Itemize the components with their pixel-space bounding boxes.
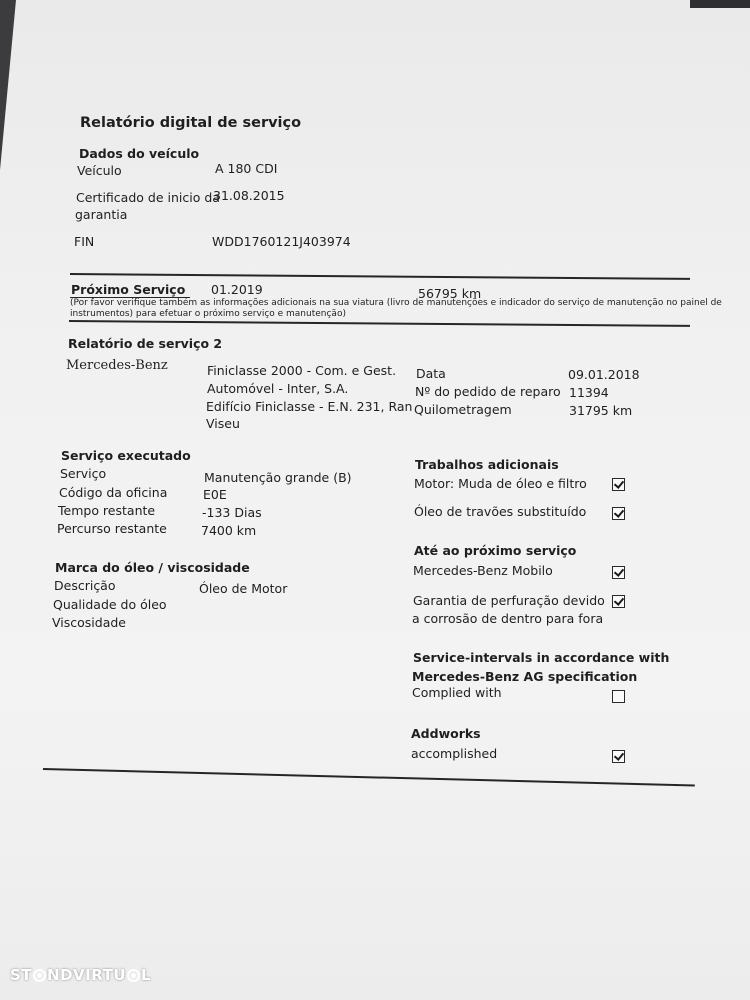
service-done-heading: Serviço executado <box>61 448 191 463</box>
additional-work-item2-label: Óleo de travões substituído <box>414 504 587 519</box>
oil-description-value: Óleo de Motor <box>199 581 288 596</box>
vehicle-section-heading: Dados do veículo <box>79 146 200 161</box>
standvirtual-watermark: ST NDVIRTU L <box>10 966 152 984</box>
next-service-km: 56795 km <box>418 286 482 301</box>
warranty-label-line1: Certificado de inicio da <box>76 190 220 205</box>
next-service-note-line2: instrumentos) para efetuar o próximo serviço e manutenção) <box>70 309 346 319</box>
addworks-heading: Addworks <box>411 726 481 741</box>
vehicle-label: Veículo <box>77 163 122 178</box>
next-service-label: Próximo Serviço <box>71 282 186 297</box>
dealer-line4: Viseu <box>206 416 240 431</box>
fin-label: FIN <box>74 234 95 249</box>
distance-remaining-value: 7400 km <box>201 523 257 538</box>
corrosion-warranty-line2: a corrosão de dentro para fora <box>412 611 604 626</box>
next-service-note-line1: (Por favor verifique também as informações adicionais na sua viatura (livro de manutenções e indicador do serviço de manutenção no painel de <box>70 298 722 308</box>
date-value: 09.01.2018 <box>568 367 640 382</box>
intervals-heading-line2: Mercedes-Benz AG specification <box>412 669 638 684</box>
intervals-heading-line1: Service-intervals in accordance with <box>413 650 670 665</box>
accomplished-checkbox <box>612 750 625 763</box>
additional-work-item2-checkbox <box>612 507 625 520</box>
oil-quality-label: Qualidade do óleo <box>53 597 167 612</box>
workshop-code-value: E0E <box>203 487 227 502</box>
dealer-line1: Finiclasse 2000 - Com. e Gest. <box>207 363 397 378</box>
vehicle-value: A 180 CDI <box>215 161 278 176</box>
corrosion-warranty-checkbox <box>612 595 625 608</box>
mileage-label: Quilometragem <box>414 402 512 417</box>
complied-with-checkbox <box>612 690 625 703</box>
time-remaining-label: Tempo restante <box>58 503 156 518</box>
accomplished-label: accomplished <box>411 746 498 761</box>
time-remaining-value: -133 Dias <box>202 505 262 520</box>
until-next-heading: Até ao próximo serviço <box>414 543 577 558</box>
service-value: Manutenção grande (B) <box>204 470 352 485</box>
workshop-code-label: Código da oficina <box>59 485 168 500</box>
additional-work-item1-checkbox <box>612 478 625 491</box>
warranty-label-line2: garantia <box>75 207 128 222</box>
oil-heading: Marca do óleo / viscosidade <box>55 560 250 575</box>
oil-description-label: Descrição <box>54 578 116 593</box>
mercedes-benz-logo-text: Mercedes-Benz <box>66 358 168 373</box>
order-number-value: 11394 <box>569 385 609 400</box>
distance-remaining-label: Percurso restante <box>57 521 167 536</box>
additional-work-heading: Trabalhos adicionais <box>415 457 559 472</box>
next-service-date: 01.2019 <box>211 282 263 297</box>
complied-with-label: Complied with <box>412 685 502 700</box>
service-label: Serviço <box>60 466 107 481</box>
report2-heading: Relatório de serviço 2 <box>68 336 223 351</box>
order-number-label: Nº do pedido de reparo <box>415 384 561 399</box>
mileage-value: 31795 km <box>569 403 633 418</box>
report-title: Relatório digital de serviço <box>80 115 302 131</box>
dealer-line3: Edifício Finiclasse - E.N. 231, Ran <box>206 399 413 414</box>
corrosion-warranty-line1: Garantia de perfuração devido <box>413 593 605 608</box>
mobilo-label: Mercedes-Benz Mobilo <box>413 563 553 578</box>
warranty-value: 31.08.2015 <box>213 188 285 203</box>
dealer-line2: Automóvel - Inter, S.A. <box>207 381 349 396</box>
additional-work-item1-label: Motor: Muda de óleo e filtro <box>414 476 587 491</box>
mobilo-checkbox <box>612 566 625 579</box>
date-label: Data <box>416 366 446 381</box>
background-corner <box>690 0 750 8</box>
oil-viscosity-label: Viscosidade <box>52 615 126 630</box>
fin-value: WDD1760121J403974 <box>212 234 351 249</box>
